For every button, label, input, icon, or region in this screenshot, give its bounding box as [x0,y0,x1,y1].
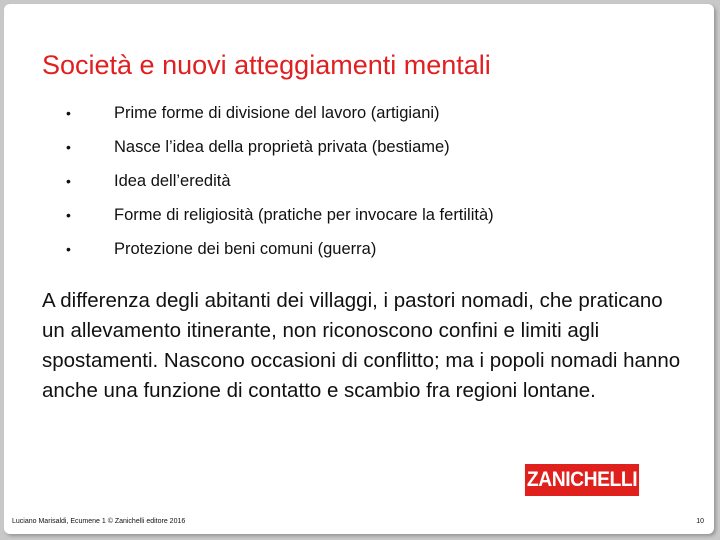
bullet-text: Prime forme di divisione del lavoro (artigiani) [114,104,440,122]
bullet-marker: • [66,173,71,189]
bullet-marker: • [66,241,71,257]
bullet-marker: • [66,139,71,155]
slide [4,4,714,534]
bullet-marker: • [66,207,71,223]
bullet-text: Nasce l’idea della proprietà privata (bestiame) [114,138,450,156]
page-number: 10 [696,518,704,525]
bullet-text: Idea dell’eredità [114,172,231,190]
footer-credit: Luciano Marisaldi, Ecumene 1 © Zanichelli editore 2016 [12,518,186,525]
body-paragraph: A differenza degli abitanti dei villaggi, i pastori nomadi, che praticano un allevamento itinerante, non riconoscono confini e limiti agli spostamenti. Nascono occasioni di conflitto; ma i popoli nomadi hanno anche una funzione di contatto e scambio fra regioni lontane. [42,289,681,402]
zanichelli-logo: ZANICHELLI [525,464,639,496]
slide-title: Società e nuovi atteggiamenti mentali [42,50,491,80]
bullet-text: Forme di religiosità (pratiche per invocare la fertilità) [114,206,494,224]
bullet-text: Protezione dei beni comuni (guerra) [114,240,377,258]
bullet-marker: • [66,105,71,121]
